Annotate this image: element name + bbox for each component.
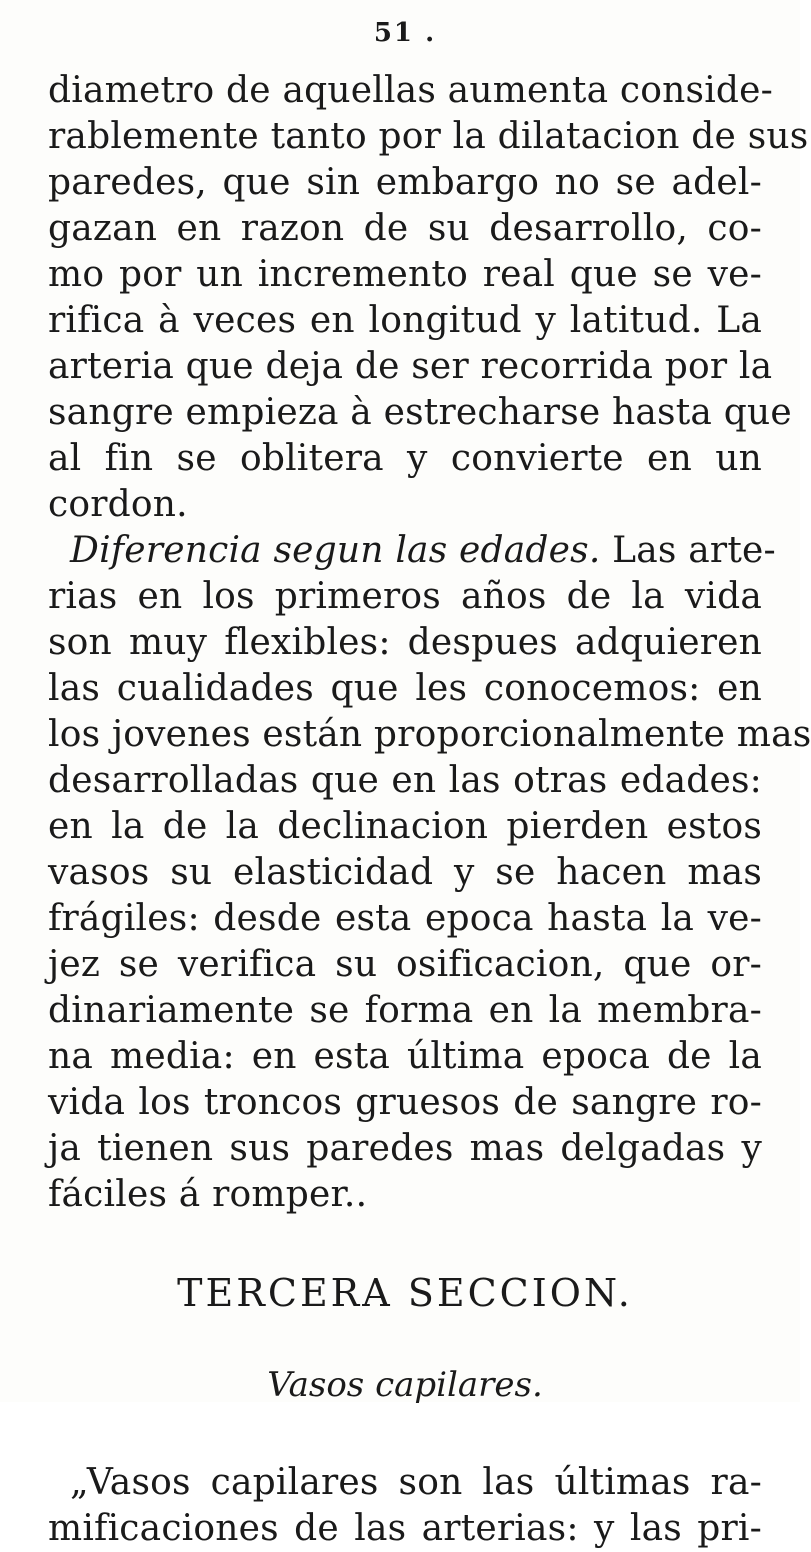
paragraph-lead-rest: Las arte- bbox=[600, 530, 776, 571]
text-line: vasos su elasticidad y se hacen mas bbox=[48, 852, 762, 893]
text-line: en la de la declinacion pierden estos bbox=[48, 806, 762, 847]
text-line: fáciles á romper.. bbox=[48, 1174, 368, 1215]
text-line: paredes, que sin embargo no se adel- bbox=[48, 162, 762, 203]
section-subheading: Vasos capilares. bbox=[267, 1365, 543, 1405]
paragraph-vasos-capilares bbox=[48, 1460, 762, 1552]
text-line: las cualidades que les conocemos: en bbox=[48, 668, 762, 709]
text-line: vida los troncos gruesos de sangre ro- bbox=[48, 1082, 762, 1123]
section-heading: TERCERA SECCION. bbox=[177, 1271, 633, 1315]
text-line: sangre empieza à estrecharse hasta que bbox=[48, 392, 792, 433]
text-line: mificaciones de las arterias: y las pri- bbox=[48, 1508, 762, 1549]
paragraph-diferencia-edades bbox=[48, 528, 811, 1218]
text-line: jez se verifica su osificacion, que or- bbox=[48, 944, 762, 985]
text-line: frágiles: desde esta epoca hasta la ve- bbox=[48, 898, 762, 939]
text-line: ja tienen sus paredes mas delgadas y bbox=[48, 1128, 762, 1169]
text-line: dinariamente se forma en la membra- bbox=[48, 990, 762, 1031]
text-line: mo por un incremento real que se ve- bbox=[48, 254, 762, 295]
text-line: gazan en razon de su desarrollo, co- bbox=[48, 208, 762, 249]
page-number: 51 . bbox=[373, 18, 437, 48]
text-line: „Vasos capilares son las últimas ra- bbox=[70, 1462, 762, 1503]
text-line: cordon. bbox=[48, 484, 188, 525]
text-line: son muy flexibles: despues adquieren bbox=[48, 622, 762, 663]
text-line: na media: en esta última epoca de la bbox=[48, 1036, 762, 1077]
text-line: arteria que deja de ser recorrida por la bbox=[48, 346, 773, 387]
paragraph-diametro bbox=[48, 68, 809, 528]
text-line: rifica à veces en longitud y latitud. La bbox=[48, 300, 762, 341]
text-line: desarrolladas que en las otras edades: bbox=[48, 760, 762, 801]
paragraph-lead-title: Diferencia segun las edades. bbox=[70, 530, 601, 571]
text-line: al fin se oblitera y convierte en un bbox=[48, 438, 762, 479]
text-line: diametro de aquellas aumenta conside- bbox=[48, 70, 774, 111]
text-line: los jovenes están proporcionalmente mas bbox=[48, 714, 811, 755]
paragraph-lead-line bbox=[48, 528, 776, 574]
text-line: rablemente tanto por la dilatacion de sus bbox=[48, 116, 809, 157]
text-line: rias en los primeros años de la vida bbox=[48, 576, 762, 617]
